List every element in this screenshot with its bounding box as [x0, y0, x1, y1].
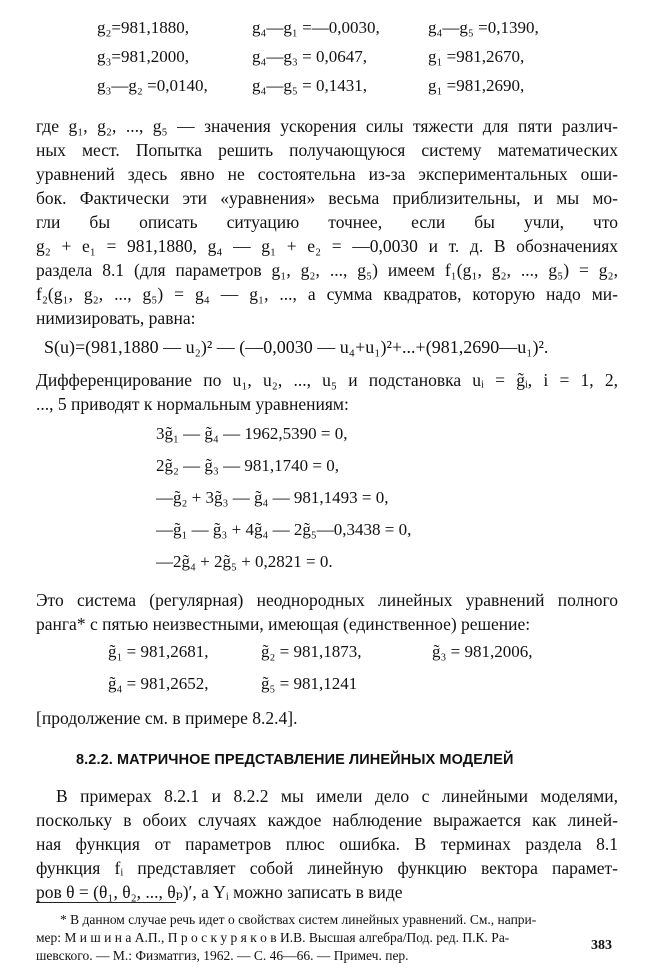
para2-line1: Дифференцирование по u₁, u₂, ..., u₅ и подстановка uᵢ = g̃ᵢ, i = 1, 2, — [36, 370, 618, 390]
normal-eq-2: 2g̃₂ — g̃₃ — 981,1740 = 0, — [156, 456, 339, 475]
para4-line3: ная функция от параметров плюс ошибка. В терминах раздела 8.1 — [36, 834, 618, 854]
footnote-rule — [36, 902, 176, 903]
solution-g1: g̃₁ = 981,2681, — [108, 642, 209, 661]
top-eq-r3c1: g₃—g₂ =0,0140, — [97, 76, 208, 95]
solution-g4: g̃₄ = 981,2652, — [108, 674, 209, 693]
top-eq-r1c1: g₂=981,1880, — [97, 18, 190, 37]
footnote-line2: мер: М и ш и н а А.П., П р о с к у р я к о в И.В. Высшая алгебра/Под. ред. П.К. Ра- — [36, 930, 510, 945]
para3-line2: ранга* с пятью неизвестными, имеющая (единственное) решение: — [36, 614, 531, 634]
para1-line7: раздела 8.1 (для параметров g₁, g₂, ..., g₅) имеем f₁(g₁, g₂, ..., g₅) = g₂, — [36, 260, 618, 280]
para4-line5: ров θ = (θ₁, θ₂, ..., θₚ)′, а Yᵢ можно записать в виде — [36, 882, 403, 902]
solution-g3: g̃₃ = 981,2006, — [432, 642, 533, 661]
para1-line2: ных мест. Попытка решить получающуюся систему математических — [36, 140, 618, 160]
top-eq-r3c3: g₁ =981,2690, — [428, 76, 525, 95]
para1-line4: бок. Фактически эти «уравнения» весьма приблизительны, и мы мо- — [36, 188, 618, 208]
para1-line8: f₂(g₁, g₂, ..., g₅) = g₄ — g₁, ..., а сумма квадратов, которую надо ми- — [36, 284, 618, 304]
top-eq-r2c3: g₁ =981,2670, — [428, 47, 525, 66]
continuation-note: [продолжение см. в примере 8.2.4]. — [36, 708, 298, 728]
para1-line3: уравнений здесь явно не состоятельна из-за экспериментальных оши- — [36, 164, 618, 184]
normal-eq-3: —g̃₂ + 3g̃₃ — g̃₄ — 981,1493 = 0, — [156, 488, 389, 507]
sum-of-squares-formula: S(u)=(981,1880 — u₂)² — (—0,0030 — u₄+u₁)²+...+(981,2690—u₁)². — [44, 337, 549, 357]
footnote-line1: * В данном случае речь идет о свойствах систем линейных уравнений. См., напри- — [60, 912, 537, 927]
para4-line2: поскольку в обоих случаях каждое наблюдение выражается как линей- — [36, 810, 618, 830]
solution-g5: g̃₅ = 981,1241 — [261, 674, 358, 693]
para1-line6: g₂ + e₁ = 981,1880, g₄ — g₁ + e₂ = —0,0030 и т. д. В обозначениях — [36, 236, 618, 256]
section-heading: 8.2.2. МАТРИЧНОЕ ПРЕДСТАВЛЕНИЕ ЛИНЕЙНЫХ МОДЕЛЕЙ — [76, 752, 514, 768]
footnote-line3: шевского. — М.: Физматгиз, 1962. — С. 46—66. — Примеч. пер. — [36, 948, 409, 963]
para1-line9: нимизировать, равна: — [36, 308, 196, 328]
top-eq-r2c2: g₄—g₃ = 0,0647, — [252, 47, 367, 66]
para4-line4: функция fᵢ представляет собой линейную функцию вектора парамет- — [36, 858, 618, 878]
top-eq-r1c2: g₄—g₁ =—0,0030, — [252, 18, 380, 37]
para1-line1: где g₁, g₂, ..., g₅ — значения ускорения силы тяжести для пяти различ- — [36, 116, 618, 136]
top-eq-r1c3: g₄—g₅ =0,1390, — [428, 18, 539, 37]
para1-line5: гли бы описать ситуацию точнее, если бы учли, что — [36, 212, 618, 232]
normal-eq-4: —g̃₁ — g̃₃ + 4g̃₄ — 2g̃₅—0,3438 = 0, — [156, 520, 412, 539]
normal-eq-5: —2g̃₄ + 2g̃₅ + 0,2821 = 0. — [156, 552, 333, 571]
para4-line1: В примерах 8.2.1 и 8.2.2 мы имели дело с линейными моделями, — [56, 786, 618, 806]
top-eq-r2c1: g₃=981,2000, — [97, 47, 190, 66]
top-eq-r3c2: g₄—g₅ = 0,1431, — [252, 76, 367, 95]
page-number: 383 — [591, 938, 612, 953]
normal-eq-1: 3g̃₁ — g̃₄ — 1962,5390 = 0, — [156, 424, 348, 443]
para2-line2: ..., 5 приводят к нормальным уравнениям: — [36, 394, 349, 414]
para3-line1: Это система (регулярная) неоднородных линейных уравнений полного — [36, 590, 618, 610]
solution-g2: g̃₂ = 981,1873, — [261, 642, 362, 661]
